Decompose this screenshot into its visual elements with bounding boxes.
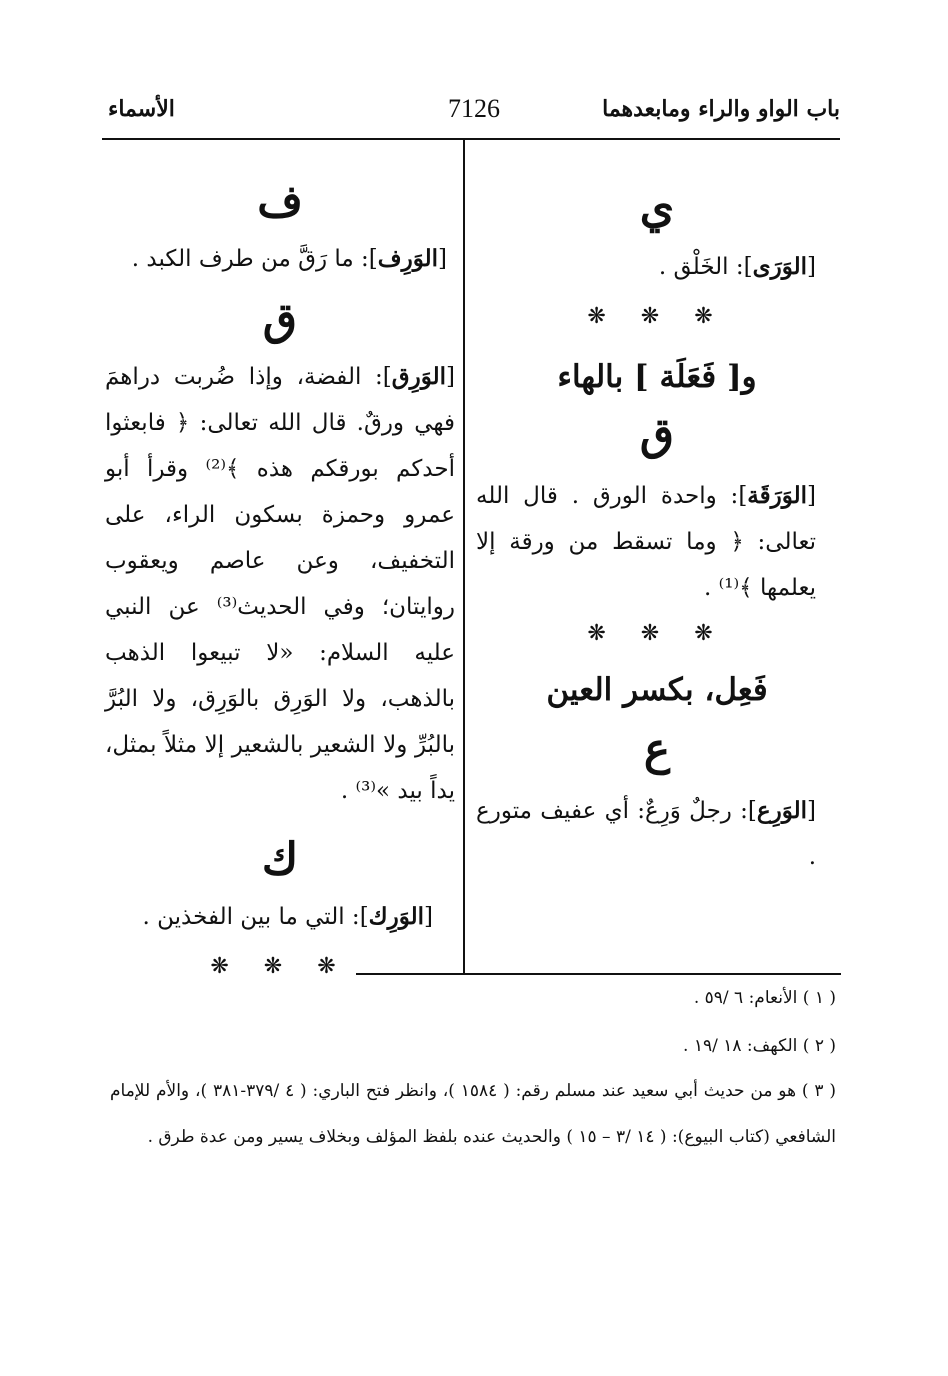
entry-warif [105, 236, 455, 282]
right-column [476, 180, 838, 880]
bracket-close: ] [359, 904, 369, 930]
definition: : التي ما بين الفخذين . [142, 904, 360, 930]
bracket-open: [ [807, 254, 816, 280]
footnote-2: ( ٢ ) الكهف: ١٨ /١٩ . [683, 1036, 836, 1056]
bracket-open: [ [807, 483, 816, 509]
definition: : الفضة، وإذا ضُربت دراهمَ فهي ورقٌ. قال الله تعالى: ﴿ فابعثوا أحدكم بورقكم هذه ﴾⁽²⁾ وقرأ أبو عمرو وحمزة بسكون الراء، على التخفيف، وعن عاصم ويعقوب روايتان؛ وفي الحديث⁽³⁾ عن النبي عليه السلام: «لا تبيعوا الذهب بالذهب، ولا الوَرِق بالوَرِق، ولا البُرَّ بالبُرِّ ولا الشعير بالشعير إلا مثلاً بمثل، يداً بيد »⁽³⁾ . [105, 364, 455, 804]
bracket-close: ] [747, 798, 757, 824]
bracket-open: [ [438, 246, 447, 272]
headword: الوَرَقَة [747, 482, 808, 509]
letter-heading-qaf: ق [262, 294, 298, 345]
footnote-3: ( ٣ ) هو من حديث أبي سعيد عند مسلم رقم: ( ١٥٨٤ )، وانظر فتح الباري: ( ٤ /٣٧٩-٣٨١ )، والأم للإمام الشافعي (كتاب البيوع): ( ١٤ /٣ – ١٥ ) والحديث عنده بلفظ المؤلف وبخلاف يسير ومن عدة طرق . [110, 1081, 836, 1147]
chapter-title: باب الواو والراء ومابعدهما [602, 96, 840, 122]
bracket-close: ] [743, 254, 753, 280]
definition: : رجلٌ وَرِعٌ: أي عفيف متورع . [476, 798, 816, 870]
letter-heading-ain: ع [643, 724, 671, 775]
left-column [105, 176, 455, 979]
bracket-open: [ [807, 798, 816, 824]
bracket-open: [ [446, 364, 455, 390]
definition: : واحدة الورق . قال الله تعالى: ﴿ وما تسقط من ورقة إلا يعلمها ﴾⁽¹⁾ . [476, 483, 816, 601]
separator-stars: ❋ ❋ ❋ [587, 304, 727, 329]
headword: الوَرِق [391, 363, 447, 390]
headword: الوَرِف [377, 245, 439, 272]
entry-wari [476, 788, 838, 880]
bracket-close: ] [738, 483, 748, 509]
headword: الوَرِك [368, 903, 425, 930]
entry-wark [105, 894, 455, 940]
header-rule [102, 138, 840, 140]
footnote-1: ( ١ ) الأنعام: ٦ /٥٩ . [693, 988, 836, 1008]
letter-heading-kaf: ك [261, 834, 299, 885]
entry-wariq [105, 354, 455, 814]
letter-heading-ya: ي [639, 182, 675, 233]
entry-waraqa [476, 473, 838, 611]
definition: : ما رَقَّ من طرف الكبد . [131, 246, 369, 272]
form-heading: و[ فَعَلَة ] بالهاء [557, 359, 757, 395]
separator-stars: ❋ ❋ ❋ [587, 621, 727, 646]
entry-wara [476, 244, 838, 290]
bracket-open: [ [424, 904, 433, 930]
bracket-close: ] [368, 246, 378, 272]
footnote-rule [356, 973, 841, 975]
form-heading: فَعِل، بكسر العين [546, 672, 768, 708]
letter-heading-fa: ف [257, 176, 303, 227]
page-number: 7126 [448, 94, 500, 123]
section-title: الأسماء [108, 96, 175, 122]
definition: : الخَلْق . [658, 254, 744, 280]
headword: الوَرِع [756, 797, 808, 824]
bracket-close: ] [382, 364, 392, 390]
letter-heading-qaf: ق [639, 409, 675, 460]
separator-stars: ❋ ❋ ❋ [210, 954, 350, 979]
headword: الوَرَى [752, 253, 808, 280]
column-divider [463, 140, 465, 974]
